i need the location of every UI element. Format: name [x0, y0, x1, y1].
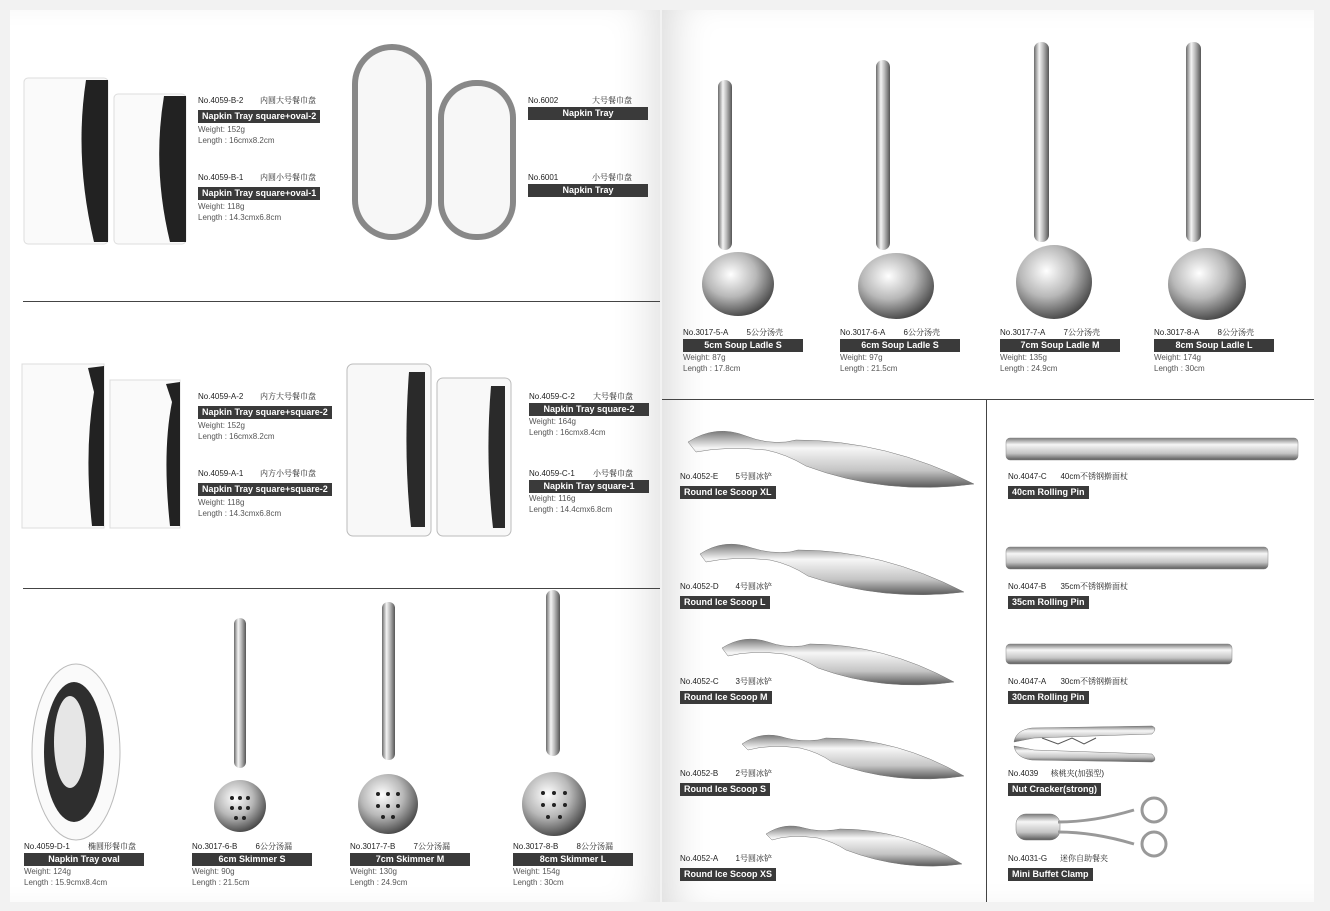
- product-weight: Weight: 118g: [198, 498, 245, 507]
- product-cn-name: 6公分汤壳: [903, 328, 940, 337]
- product-code: No.4059-C-1: [529, 469, 575, 478]
- product-cn-name: 内圆小号餐巾盘: [260, 173, 316, 182]
- product-length: Length : 24.9cm: [1000, 364, 1058, 373]
- product-code: No.4047-B: [1008, 582, 1047, 591]
- napkin-tray-square-oval-image: [24, 78, 194, 248]
- product-weight: Weight: 124g: [24, 867, 71, 876]
- product-cn-name: 35cm不锈钢擀面杖: [1060, 582, 1128, 591]
- product-weight: Weight: 174g: [1154, 353, 1201, 362]
- product-6002: [528, 95, 648, 120]
- product-4059-c-2: [529, 391, 649, 438]
- product-cn-name: 内方大号餐巾盘: [260, 392, 316, 401]
- product-cn-name: 40cm不锈钢擀面杖: [1060, 472, 1128, 481]
- product-length: Length : 14.3cmx6.8cm: [198, 213, 282, 222]
- product-cn-name: 2号圆冰铲: [735, 769, 772, 778]
- product-name: 35cm Rolling Pin: [1008, 596, 1089, 609]
- product-cn-name: 30cm不锈钢擀面杖: [1060, 677, 1128, 686]
- product-name: Round Ice Scoop M: [680, 691, 772, 704]
- rolling-pin-30cm-image: [1006, 642, 1234, 668]
- product-length: Length : 30cm: [1154, 364, 1205, 373]
- product-weight: Weight: 118g: [198, 202, 245, 211]
- product-code: No.4052-E: [680, 472, 719, 481]
- product-name: Round Ice Scoop XS: [680, 868, 776, 881]
- product-3017-7-a: [1000, 327, 1120, 374]
- product-code: No.4059-A-2: [198, 392, 244, 401]
- product-name: Napkin Tray oval: [24, 853, 144, 866]
- product-code: No.4052-A: [680, 854, 719, 863]
- soup-ladle-5cm-image: [700, 78, 780, 318]
- product-4059-d-1: [24, 841, 144, 888]
- product-cn-name: 6公分汤漏: [255, 842, 292, 851]
- product-4052-d: [680, 581, 810, 610]
- product-weight: Weight: 152g: [198, 421, 245, 430]
- napkin-tray-oval-image: [350, 42, 522, 244]
- product-code: No.4059-D-1: [24, 842, 70, 851]
- product-name: Mini Buffet Clamp: [1008, 868, 1093, 881]
- product-4052-c: [680, 676, 810, 705]
- product-code: No.4059-A-1: [198, 469, 244, 478]
- product-name: Round Ice Scoop L: [680, 596, 770, 609]
- product-weight: Weight: 90g: [192, 867, 235, 876]
- product-cn-name: 小号餐巾盘: [592, 173, 632, 182]
- product-length: Length : 14.3cmx6.8cm: [198, 509, 282, 518]
- product-code: No.4059-B-2: [198, 96, 244, 105]
- product-length: Length : 30cm: [513, 878, 564, 887]
- product-code: No.4031-G: [1008, 854, 1048, 863]
- product-weight: Weight: 87g: [683, 353, 726, 362]
- product-weight: Weight: 97g: [840, 353, 883, 362]
- product-length: Length : 24.9cm: [350, 878, 408, 887]
- product-length: Length : 16cmx8.2cm: [198, 432, 275, 441]
- rolling-pin-40cm-image: [1006, 436, 1300, 464]
- buffet-clamp-image: [1014, 798, 1174, 858]
- product-cn-name: 5公分汤壳: [746, 328, 783, 337]
- product-code: No.4059-C-2: [529, 392, 575, 401]
- product-cn-name: 内圆大号餐巾盘: [260, 96, 316, 105]
- product-name: Round Ice Scoop S: [680, 783, 770, 796]
- product-length: Length : 15.9cmx8.4cm: [24, 878, 108, 887]
- product-3017-6-b: [192, 841, 312, 888]
- product-length: Length : 21.5cm: [840, 364, 898, 373]
- product-code: No.4052-B: [680, 769, 719, 778]
- product-cn-name: 迷你自助餐夹: [1060, 854, 1108, 863]
- soup-ladle-6cm-image: [856, 58, 946, 320]
- product-length: Length : 16cmx8.2cm: [198, 136, 275, 145]
- column-divider: [986, 399, 987, 902]
- product-4059-b-2: [198, 95, 328, 146]
- product-code: No.3017-7-B: [350, 842, 396, 851]
- rolling-pin-35cm-image: [1006, 545, 1270, 573]
- product-6001: [528, 172, 648, 197]
- soup-ladle-8cm-image: [1166, 40, 1256, 322]
- product-4039: [1008, 768, 1138, 797]
- product-length: Length : 21.5cm: [192, 878, 250, 887]
- row-divider-1: [23, 301, 660, 302]
- product-name: Nut Cracker(strong): [1008, 783, 1101, 796]
- product-cn-name: 4号圆冰铲: [735, 582, 772, 591]
- product-code: No.3017-6-B: [192, 842, 238, 851]
- product-name: 5cm Soup Ladle S: [683, 339, 803, 352]
- product-name: Napkin Tray square-2: [529, 403, 649, 416]
- product-code: No.4059-B-1: [198, 173, 244, 182]
- product-cn-name: 1号圆冰铲: [735, 854, 772, 863]
- product-cn-name: 7公分汤漏: [413, 842, 450, 851]
- product-name: 6cm Soup Ladle S: [840, 339, 960, 352]
- product-code: No.3017-5-A: [683, 328, 729, 337]
- product-name: Napkin Tray square+square-2: [198, 483, 332, 496]
- product-name: 8cm Soup Ladle L: [1154, 339, 1274, 352]
- product-cn-name: 大号餐巾盘: [592, 96, 632, 105]
- product-code: No.3017-6-A: [840, 328, 886, 337]
- nut-cracker-image: [1012, 724, 1160, 764]
- skimmer-m-image: [366, 602, 430, 838]
- product-4052-a: [680, 853, 810, 882]
- product-4052-e: [680, 471, 810, 500]
- product-cn-name: 内方小号餐巾盘: [260, 469, 316, 478]
- section-divider: [662, 399, 1314, 400]
- product-code: No.4047-C: [1008, 472, 1047, 481]
- product-4047-c: [1008, 471, 1138, 500]
- product-name: Napkin Tray square+oval-1: [198, 187, 320, 200]
- product-3017-8-a: [1154, 327, 1274, 374]
- product-cn-name: 7公分汤壳: [1063, 328, 1100, 337]
- row-divider-2: [23, 588, 660, 589]
- product-length: Length : 17.8cm: [683, 364, 741, 373]
- product-name: 40cm Rolling Pin: [1008, 486, 1089, 499]
- product-cn-name: 8公分汤壳: [1217, 328, 1254, 337]
- skimmer-s-image: [218, 618, 274, 836]
- product-3017-5-a: [683, 327, 803, 374]
- product-cn-name: 大号餐巾盘: [593, 392, 633, 401]
- product-code: No.3017-8-B: [513, 842, 559, 851]
- product-weight: Weight: 164g: [529, 417, 576, 426]
- product-name: Napkin Tray: [528, 107, 648, 120]
- product-4047-b: [1008, 581, 1138, 610]
- product-weight: Weight: 152g: [198, 125, 245, 134]
- product-weight: Weight: 135g: [1000, 353, 1047, 362]
- product-code: No.6001: [528, 173, 559, 182]
- product-3017-6-a: [840, 327, 960, 374]
- napkin-tray-square-image: [345, 362, 515, 538]
- product-name: 7cm Soup Ladle M: [1000, 339, 1120, 352]
- product-name: Round Ice Scoop XL: [680, 486, 776, 499]
- product-weight: Weight: 116g: [529, 494, 576, 503]
- product-4059-a-1: [198, 468, 328, 519]
- skimmer-l-image: [530, 590, 600, 840]
- soup-ladle-7cm-image: [1014, 40, 1104, 322]
- product-cn-name: 椭圆形餐巾盘: [88, 842, 136, 851]
- product-weight: Weight: 130g: [350, 867, 397, 876]
- product-4059-a-2: [198, 391, 328, 442]
- product-3017-8-b: [513, 841, 633, 888]
- product-4052-b: [680, 768, 810, 797]
- product-4059-b-1: [198, 172, 328, 223]
- product-code: No.3017-7-A: [1000, 328, 1046, 337]
- napkin-tray-square-square-image: [22, 362, 182, 532]
- product-4059-c-1: [529, 468, 649, 515]
- product-cn-name: 5号圆冰铲: [735, 472, 772, 481]
- product-code: No.3017-8-A: [1154, 328, 1200, 337]
- product-cn-name: 8公分汤漏: [576, 842, 613, 851]
- product-cn-name: 小号餐巾盘: [593, 469, 633, 478]
- product-name: 30cm Rolling Pin: [1008, 691, 1089, 704]
- product-name: 7cm Skimmer M: [350, 853, 470, 866]
- napkin-tray-oval-d-image: [30, 662, 124, 842]
- product-name: Napkin Tray square+oval-2: [198, 110, 320, 123]
- product-weight: Weight: 154g: [513, 867, 560, 876]
- product-4031-g: [1008, 853, 1138, 882]
- product-cn-name: 核桃夹(加强型): [1050, 769, 1104, 778]
- product-code: No.4052-C: [680, 677, 719, 686]
- product-name: Napkin Tray square-1: [529, 480, 649, 493]
- product-length: Length : 14.4cmx6.8cm: [529, 505, 613, 514]
- product-code: No.4052-D: [680, 582, 719, 591]
- product-code: No.6002: [528, 96, 559, 105]
- product-code: No.4047-A: [1008, 677, 1047, 686]
- product-name: Napkin Tray: [528, 184, 648, 197]
- product-name: 6cm Skimmer S: [192, 853, 312, 866]
- product-length: Length : 16cmx8.4cm: [529, 428, 606, 437]
- product-name: Napkin Tray square+square-2: [198, 406, 332, 419]
- product-4047-a: [1008, 676, 1138, 705]
- product-code: No.4039: [1008, 769, 1039, 778]
- product-name: 8cm Skimmer L: [513, 853, 633, 866]
- product-3017-7-b: [350, 841, 470, 888]
- product-cn-name: 3号圆冰铲: [735, 677, 772, 686]
